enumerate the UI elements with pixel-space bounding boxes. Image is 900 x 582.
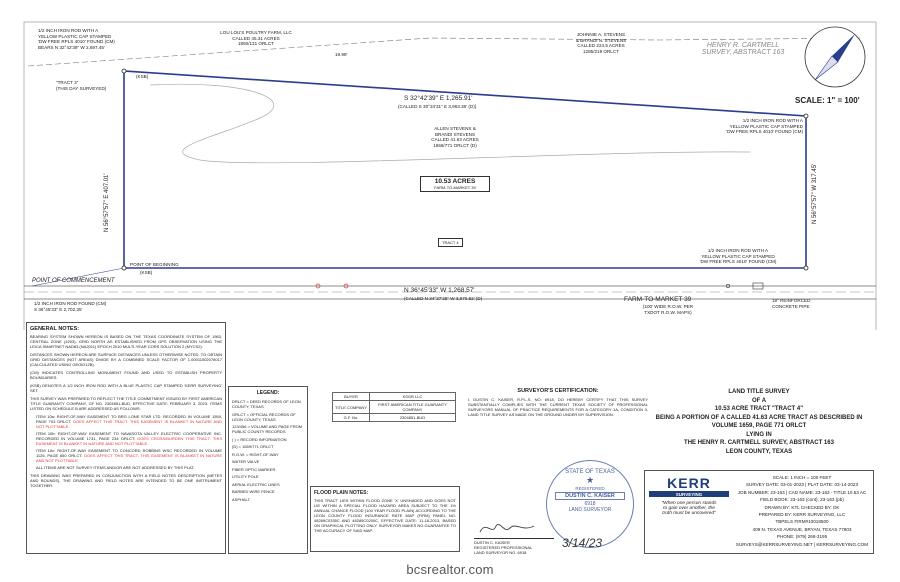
surveyor-name: DUSTIN C. KAISER xyxy=(474,540,510,545)
general-note-paragraph: (CM) INDICATES CONTROLLING MONUMENT FOUND AND USED TO ESTABLISH PROPERTY BOUNDARIES. xyxy=(30,370,222,380)
corner-sw xyxy=(122,266,126,270)
handwritten-date: 3/14/23 xyxy=(562,536,603,550)
company-info-line: DRAWN BY: KTL CHECKED BY: DK xyxy=(764,504,840,510)
title-info-value: 2304851-BUD xyxy=(370,414,456,422)
legend-title: LEGEND: xyxy=(256,390,280,396)
scale-label: SCALE: 1" = 100' xyxy=(795,96,860,105)
corner-se xyxy=(804,266,808,270)
legend-entry: ( ) = RECORD INFORMATION xyxy=(232,436,287,442)
plat-title-line: VOLUME 1659, PAGE 771 ORLCT xyxy=(711,423,807,429)
survey-name-label: HENRY R. CARTMELL SURVEY, ABSTRACT 163 xyxy=(701,42,785,56)
north-called-label: (CALLED S 30°34'31" E 3,963.36' (D)) xyxy=(398,104,477,109)
general-note-paragraph: DISTANCES SHOWN HEREON ARE SURFACE DISTANCES UNLESS OTHERWISE NOTED. TO OBTAIN GRID DISTANCES (NOT AREAS) DIVIDE BY A COMBINED SCALE FACTOR OF 1.00011502078017 (CALCULATED USING GEOID12B). xyxy=(30,352,222,367)
signature xyxy=(478,520,538,536)
corner-nw xyxy=(122,69,126,73)
company-info-line: TBPELS FIRM#10018500 xyxy=(775,519,829,525)
seal-bottom: LAND SURVEYOR xyxy=(568,507,612,513)
corner-ne xyxy=(804,114,808,118)
title-info-value: KSGR LLC xyxy=(370,393,456,401)
north-bearing-label: S 32°42'39" E 1,265.91' xyxy=(404,95,473,102)
title-info-key: G.F. No. xyxy=(333,414,370,422)
company-logo xyxy=(649,475,729,516)
title-info-key: TITLE COMPANY xyxy=(333,401,370,414)
legend-entry: BARBED WIRE FENCE xyxy=(232,489,275,494)
legend-entry: R.O.W. = RIGHT-OF-WAY xyxy=(232,451,279,457)
plat-title-line: LAND TITLE SURVEY xyxy=(728,389,790,395)
company-info-line: PREPARED BY: KERR SURVEYING, LLC xyxy=(758,512,846,518)
pob-label: POINT OF BEGINNING xyxy=(130,262,179,267)
plat-title-lines xyxy=(652,388,866,456)
rod-poc-label: 1/2 INCH IRON ROD FOUND (CM) S 36°45'33" E 2,702.35' xyxy=(34,301,107,312)
fm39-label: FARM-TO-MARKET 39 xyxy=(624,296,692,303)
acres-box xyxy=(420,176,490,192)
legend-entry: 123/456 = VOLUME AND PAGE FROM PUBLIC COUNTY RECORDS xyxy=(232,424,303,434)
schedule-b-item xyxy=(36,414,222,429)
company-info-line: 409 N. TEXAS AVENUE, BRYAN, TEXAS 77803 xyxy=(752,526,852,532)
signature-block xyxy=(474,538,554,555)
legend-entry: (D) = 1659/771 ORLCT xyxy=(232,444,274,449)
schedule-b-item-status: DOES CROSS/BURDEN THIS TRACT. THIS EASEMENT IS BLANKET IN NATURE AND NOT PLOTTABLE. xyxy=(36,436,222,446)
company-info-line: SCALE: 1 INCH = 100 FEET xyxy=(772,475,832,480)
schedule-b-item xyxy=(36,465,222,470)
plat-title-line: 10.53 ACRE TRACT "TRACT 4" xyxy=(714,406,804,412)
allen-stevens-label: ALLEN STEVENS & BRANDI STEVENS CALLED 41.63 ACRES 1659/771 ORLCT (D) xyxy=(431,126,479,148)
surveyor-seal xyxy=(546,460,634,548)
title-info-table xyxy=(332,392,456,422)
general-note-paragraph: BEARING SYSTEM SHOWN HEREON IS BASED ON THE TEXAS COORDINATE SYSTEM OF 1983, CENTRAL ZONE (4203). GRID NORTH AS ESTABLISHED FROM GPS OBSERVATION USING THE LEICA SMARTNET NAD83 (NA2011) EPOCH 2010 MULTI-YEAR CORS SOLUTION 2 (MYCS2). xyxy=(30,334,222,349)
company-info-line: SURVEYS@KERRSURVEYING.NET | KERRSURVEYING.COM xyxy=(735,541,869,547)
south-bearing-label: N 36°45'33" W 1,268.57' xyxy=(404,287,475,294)
schedule-b-item-text: ITEM 10c: RIGHT-OF-WAY EASEMENT TO CONCORD ROBBINS WSC RECORDED IN VOLUME 1126, PAGE 650 ORLCT. xyxy=(36,448,222,458)
legend-entry: UTILITY POLE xyxy=(232,474,259,479)
general-notes-body xyxy=(30,334,222,488)
schedule-b-item-text: ALL ITEMS ARE NOT SURVEY ITEMS AND/OR ARE NOT ADDRESSED BY THIS PLAT. xyxy=(36,465,195,470)
plat-title-line: BEING A PORTION OF A CALLED 41.63 ACRE TRACT AS DESCRIBED IN xyxy=(655,414,863,421)
plat-title-line: LYING IN xyxy=(746,431,772,438)
surveyor-title: REGISTERED PROFESSIONAL LAND SURVEYOR NO. 6918 xyxy=(474,545,533,555)
east-bearing-label: N 56°57'57" W 317.45' xyxy=(812,163,818,224)
legend-entry: WATER VALVE xyxy=(232,459,260,464)
logo-text: KERR xyxy=(667,475,711,491)
schedule-b-item-text: ITEM 10a: RIGHT-OF-WAY EASEMENT TO BRG LONE STAR LTD. RECORDED IN VOLUME 1559, PAGE 703 ORLCT. xyxy=(36,414,222,424)
legend-panel xyxy=(228,386,308,554)
pipe-label: 18" REINFORCED CONCRETE PIPE xyxy=(772,298,811,309)
plat-title-line: THE HENRY R. CARTMELL SURVEY, ABSTRACT 163 xyxy=(684,440,834,446)
dim-top-label: 19.98' xyxy=(335,52,348,57)
flood-notes-panel xyxy=(310,486,460,552)
company-info-line: FIELD BOOK: 23-163 (cont); 23-163 (pb) xyxy=(760,497,844,503)
watermark: bcsrealtor.com xyxy=(406,562,494,577)
company-info-line: PHONE: (979) 268-3195 xyxy=(776,534,828,540)
poultry-farm-label: LOU LOU'S POULTRY FARM, LLC CALLED 45.31 ACRES 1860/131 ORLCT xyxy=(220,30,292,47)
ksb-bottom-label: (KSB) xyxy=(140,270,153,275)
rod-top-right-label: 1/2 INCH IRON ROD WITH A YELLOW PLASTIC CAP STAMPED 'DW FREE RPLS 4010' FOUND (CM) xyxy=(726,118,803,135)
signature-mark xyxy=(478,520,538,536)
schedule-b-item-text: ITEM 10b: RIGHT-OF-WAY EASEMENT TO NAVASOTA VALLEY ELECTRIC COOPERATIVE INC. RECORDED IN VOLUME 1731, PAGE 234 ORLCT; xyxy=(36,431,222,441)
company-info-line: JOB NUMBER: 23-163 | CAD NAME: 23-163 - TITLE 10.53 AC xyxy=(737,489,867,495)
table-row xyxy=(333,414,456,422)
seal-reg: REGISTERED xyxy=(575,486,605,491)
company-info xyxy=(733,474,871,548)
fm39-row-label: (100' WIDE R.O.W. PER TXDOT R.O.W. MAPS) xyxy=(642,304,694,315)
west-bearing-label: N 56°57'57" E 407.01' xyxy=(104,173,110,232)
seal-top: STATE OF TEXAS xyxy=(565,469,615,475)
seal-name: DUSTIN C. KAISER xyxy=(555,492,625,500)
schedule-b-item xyxy=(36,448,222,463)
title-info-key: BUYER xyxy=(333,393,370,401)
legend-entry: AERIAL ELECTRIC LINES xyxy=(232,481,280,487)
flood-notes-text: THIS TRACT LIES WITHIN FLOOD ZONE 'X' UNSHADED AND DOES NOT LIE WITHIN A SPECIAL FLOOD HAZARD AREA SUBJECT TO THE 1% ANNUAL CHANCE FLOOD (100 YEAR FLOOD PLAIN) ACCORDING TO THE LEON COUNTY FLOOD INSURANCE RATE MAP (FIRM) PANEL NO. 48289C0335C AND 48289C0200C, EFFECTIVE DATE: 11-18-2013, BASED ON GRAPHICAL PLOTTING ONLY. SURVEYOR MAKES NO GUARANTEE TO THE ACCURACY OF SAID MAP. xyxy=(314,498,456,533)
seal-no: 6918 xyxy=(584,501,596,507)
logo-sub: SURVEYING xyxy=(649,491,729,497)
rod-bottom-right-label: 1/2 INCH IRON ROD WITH A YELLOW PLASTIC CAP STAMPED 'DW FREE RPLS 4010' FOUND (CM) xyxy=(699,248,777,265)
company-block xyxy=(644,470,874,554)
schedule-b-item-status: DOES AFFECT THIS TRACT. THIS EASEMENT IS BLANKET IN NATURE AND NOT PLOTTABLE. xyxy=(36,453,222,463)
plat-title-line: LEON COUNTY, TEXAS xyxy=(725,448,793,455)
table-row xyxy=(333,401,456,414)
legend-entry: FIBER OPTIC MARKER xyxy=(232,466,276,472)
surveyor-cert-title: SURVEYOR'S CERTIFICATION: xyxy=(517,388,599,394)
poc-label: POINT OF COMMENCEMENT xyxy=(32,278,115,284)
legend-entry: ASPHALT xyxy=(232,496,250,502)
tract4-label: TRACT 4 xyxy=(438,238,463,247)
table-row xyxy=(333,393,456,401)
general-note-closing: THIS DRAWING WAS PREPARED IN CONJUNCTION WITH A FIELD NOTES DESCRIPTION (METES AND BOUNDS). THE DRAWING AND FIELD NOTES ARE INTENDED TO BE ONE INSTRUMENT TOGETHER. xyxy=(30,473,222,488)
seal-star-icon: ★ xyxy=(585,475,595,485)
general-note-paragraph: (KSB) DENOTES A 1/2 INCH IRON ROD WITH A BLUE PLASTIC CAP STAMPED 'KERR SURVEYING' SET. xyxy=(30,383,222,393)
rod-top-left-label: 1/2 INCH IRON ROD WITH A YELLOW PLASTIC CAP STAMPED 'DW FREE RPLS 4010' FOUND (CM) BEARS N 32°42'39" W 2,697.45' xyxy=(38,28,115,50)
general-note-paragraph: THIS SURVEY WAS PREPARED TO REFLECT THE TITLE COMMITMENT ISSUED BY FIRST AMERICAN TITLE GUARANTY COMPANY, GF NO. 2304851-BUD, EFFECTIVE DATE: FEBRUARY 3, 2023. ITEMS LISTED ON SCHEDULE B ARE ADDRESSED AS FOLLOWS: xyxy=(30,396,222,411)
legend-entry: ORLCT = OFFICIAL RECORDS OF LEON COUNTY, TEXAS xyxy=(232,411,296,422)
plat-title-line: OF A xyxy=(751,397,767,404)
surveyor-cert xyxy=(468,388,648,417)
schedule-b-item xyxy=(36,431,222,446)
north-arrow-icon xyxy=(805,27,865,87)
legend-entry: DRLCT = DEED RECORDS OF LEON COUNTY, TEXAS xyxy=(232,399,301,409)
plat-title-block xyxy=(652,388,866,456)
legend-list xyxy=(232,399,304,502)
flood-notes-title: FLOOD PLAIN NOTES: xyxy=(314,490,369,496)
general-notes-panel xyxy=(26,322,226,554)
acres-label: 10.53 ACRES xyxy=(434,178,476,185)
schedule-b-item-status: DOES AFFECT THIS TRACT. THIS EASEMENT IS BLANKET IN NATURE AND NOT PLOTTABLE. xyxy=(36,419,222,429)
company-tagline: "When one person stands to gain over another, the truth must be uncovered" xyxy=(661,501,717,516)
title-info-value: FIRST AMERICAN TITLE GUARANTY COMPANY xyxy=(370,401,456,414)
tract3-label: "TRACT 3" (THIS DAY SURVEYED) xyxy=(56,80,107,91)
acres-road-label: FARM-TO-MARKET 39 xyxy=(434,185,476,190)
general-notes-title: GENERAL NOTES: xyxy=(30,326,80,332)
ksb-top-label: (KSB) xyxy=(136,74,149,79)
surveyor-cert-text: I, DUSTIN C. KAISER, R.P.L.S. NO. 6918, DO HEREBY CERTIFY THAT THIS SURVEY SUBSTANTIALLY COMPLIES WITH THE CURRENT TEXAS SOCIETY OF PROFESSIONAL SURVEYORS MANUAL OF PRACTICE REQUIREMENTS FOR A CATEGORY 1A, CONDITION 3, LAND TITLE SURVEY AS MADE ON THE GROUND UNDER MY SUPERVISION. xyxy=(468,397,648,417)
south-called-label: (CALLED N 34°37'25" W 3,970.52' (D) xyxy=(404,296,483,301)
stevens-top-label: JOHNNIE A. STEVENS & BRANDI N. STEVENS CALLED 224.5 ACRES 1285/219 ORLCT xyxy=(575,32,627,54)
company-info-line: SURVEY DATE: 03-01-2023 | PLAT DATE: 03-14-2023 xyxy=(745,482,858,488)
